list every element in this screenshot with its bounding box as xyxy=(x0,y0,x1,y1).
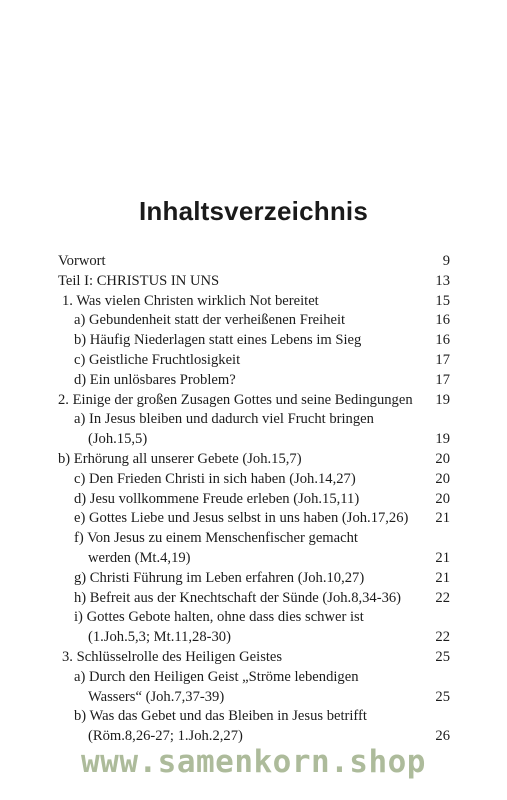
toc-entry-label: Wassers“ (Joh.7,37-39) xyxy=(88,688,225,705)
toc-entry xyxy=(58,450,450,470)
toc-entry xyxy=(58,252,450,272)
shop-watermark: www.samenkorn.shop xyxy=(81,744,426,780)
toc-entry-label: c) Den Frieden Christi in sich haben (Joh.14,27) xyxy=(74,470,356,487)
toc-entry xyxy=(58,292,450,312)
toc-entry xyxy=(58,569,450,589)
toc-entry-label: a) Gebundenheit statt der verheißenen Freiheit xyxy=(74,312,346,329)
toc-entry-label: a) In Jesus bleiben und dadurch viel Frucht bringen xyxy=(74,411,374,428)
toc-entry xyxy=(58,410,450,430)
toc-entry xyxy=(58,331,450,351)
toc-entry-page: 20 xyxy=(435,470,450,487)
toc-entry-continuation xyxy=(58,430,450,450)
toc-entry-label: Teil I: CHRISTUS IN UNS xyxy=(58,272,220,289)
toc-entry-label: 1. Was vielen Christen wirklich Not bereitet xyxy=(62,292,319,309)
toc-entry-label: (1.Joh.5,3; Mt.11,28-30) xyxy=(88,629,231,646)
toc-entry-label: i) Gottes Gebote halten, ohne dass dies schwer ist xyxy=(74,609,364,626)
toc-entry-continuation xyxy=(58,688,450,708)
toc-entry-page: 17 xyxy=(435,351,450,368)
toc-entry xyxy=(58,371,450,391)
toc-entry xyxy=(58,470,450,490)
toc-entry xyxy=(58,668,450,688)
toc-entry-page: 20 xyxy=(435,450,450,467)
toc-entry-page: 26 xyxy=(435,728,450,745)
table-of-contents xyxy=(58,252,450,747)
toc-entry xyxy=(58,529,450,549)
toc-entry-label: a) Durch den Heiligen Geist „Ströme lebendigen xyxy=(74,668,359,685)
toc-entry-page: 25 xyxy=(435,648,450,665)
toc-entry-label: b) Was das Gebet und das Bleiben in Jesus betrifft xyxy=(74,708,367,725)
toc-entry-continuation xyxy=(58,549,450,569)
toc-entry-label: e) Gottes Liebe und Jesus selbst in uns haben (Joh.17,26) xyxy=(74,510,409,527)
toc-entry-page: 25 xyxy=(435,688,450,705)
toc-entry-label: g) Christi Führung im Leben erfahren (Joh.10,27) xyxy=(74,569,365,586)
toc-entry-page: 19 xyxy=(435,391,450,408)
toc-entry xyxy=(58,351,450,371)
toc-entry xyxy=(58,589,450,609)
toc-entry-page: 13 xyxy=(435,272,450,289)
toc-entry-page: 17 xyxy=(435,371,450,388)
toc-entry xyxy=(58,490,450,510)
toc-entry xyxy=(58,311,450,331)
toc-entry xyxy=(58,648,450,668)
toc-entry-label: d) Ein unlösbares Problem? xyxy=(74,371,236,388)
toc-entry xyxy=(58,707,450,727)
toc-entry-page: 16 xyxy=(435,312,450,329)
toc-entry-page: 9 xyxy=(442,253,450,269)
toc-entry-page: 16 xyxy=(435,332,450,349)
toc-entry-continuation xyxy=(58,628,450,648)
toc-entry xyxy=(58,608,450,628)
toc-entry-page: 21 xyxy=(435,510,450,527)
toc-entry-page: 22 xyxy=(435,629,450,646)
toc-entry xyxy=(58,509,450,529)
toc-entry-label: h) Befreit aus der Knechtschaft der Sünde (Joh.8,34-36) xyxy=(74,589,402,606)
toc-entry xyxy=(58,272,450,292)
toc-entry-label: c) Geistliche Fruchtlosigkeit xyxy=(74,351,241,368)
toc-entry-label: d) Jesu vollkommene Freude erleben (Joh.15,11) xyxy=(74,490,360,507)
toc-entry-label: (Röm.8,26-27; 1.Joh.2,27) xyxy=(88,728,243,745)
toc-entry-label: 3. Schlüsselrolle des Heiligen Geistes xyxy=(62,648,283,665)
toc-entry-page: 20 xyxy=(435,490,450,507)
toc-entry-page: 19 xyxy=(435,431,450,448)
toc-entry-page: 21 xyxy=(435,549,450,566)
toc-entry-label: (Joh.15,5) xyxy=(88,431,148,448)
toc-entry-page: 21 xyxy=(435,569,450,586)
toc-entry-label: b) Erhörung all unserer Gebete (Joh.15,7) xyxy=(58,450,302,467)
toc-entry-label: b) Häufig Niederlagen statt eines Lebens im Sieg xyxy=(74,332,362,349)
toc-entry-label: f) Von Jesus zu einem Menschenfischer gemacht xyxy=(74,530,358,547)
toc-entry-page: 15 xyxy=(435,292,450,309)
toc-entry xyxy=(58,391,450,411)
toc-entry-label: 2. Einige der großen Zusagen Gottes und seine Bedingungen xyxy=(58,391,413,408)
page-title: Inhaltsverzeichnis xyxy=(138,196,369,226)
toc-entry-label: Vorwort xyxy=(58,253,106,269)
toc-entry-label: werden (Mt.4,19) xyxy=(88,549,191,566)
toc-entry-page: 22 xyxy=(435,589,450,606)
